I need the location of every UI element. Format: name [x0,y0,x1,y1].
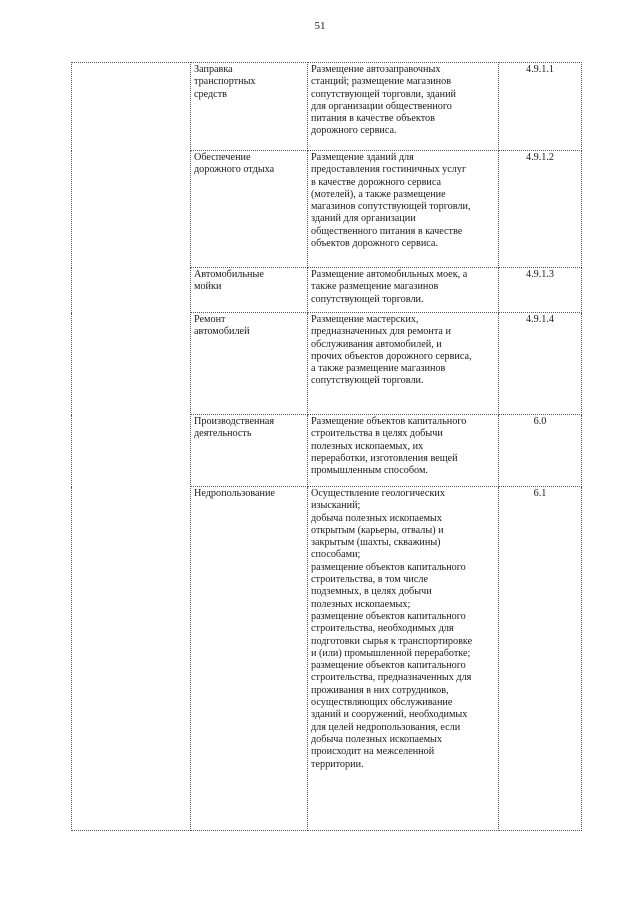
row-description: Осуществление геологических изысканий; добыча полезных ископаемых открытым (карьеры, отвалы) и закрытым (шахты, скважины) способами; размещение объектов капитального строительства, в том числе подземных, в целях добычи полезных ископаемых; размещение объектов капитального строительства, необходимых для подготовки сырья к транспортировке и (или) промышленной переработке; размещение объектов капитального строительства, предназначенных для проживания в них сотрудников, осуществляющих обслуживание зданий и сооружений, необходимых для целей недропользования, если добыча полезных ископаемых происходит на межселенной территории. [308,487,499,831]
row-description: Размещение автомобильных моек, а также размещение магазинов сопутствующей торговли. [308,268,499,313]
row-description: Размещение автозаправочных станций; размещение магазинов сопутствующей торговли, зданий для организации общественного питания в качестве объектов дорожного сервиса. [308,63,499,151]
page-number: 51 [314,20,326,32]
row-name: Производственная деятельность [191,415,308,487]
row-code: 4.9.1.3 [499,268,582,313]
row-code: 4.9.1.1 [499,63,582,151]
row-code: 6.1 [499,487,582,831]
row-code: 4.9.1.2 [499,151,582,268]
row-name: Недропользование [191,487,308,831]
merged-empty-cell [72,63,191,831]
row-name: Заправка транспортных средств [191,63,308,151]
row-description: Размещение объектов капитального строительства в целях добычи полезных ископаемых, их переработки, изготовления вещей промышленным способом. [308,415,499,487]
row-description: Размещение зданий для предоставления гостиничных услуг в качестве дорожного сервиса (мотелей), а также размещение магазинов сопутствующей торговли, зданий для организации общественного питания в качестве объектов дорожного сервиса. [308,151,499,268]
row-name: Автомобильные мойки [191,268,308,313]
row-code: 6.0 [499,415,582,487]
row-description: Размещение мастерских, предназначенных для ремонта и обслуживания автомобилей, и прочих объектов дорожного сервиса, а также размещение магазинов сопутствующей торговли. [308,313,499,415]
row-name: Ремонт автомобилей [191,313,308,415]
row-code: 4.9.1.4 [499,313,582,415]
land-use-table [71,62,582,831]
row-name: Обеспечение дорожного отдыха [191,151,308,268]
table-row [72,63,582,151]
